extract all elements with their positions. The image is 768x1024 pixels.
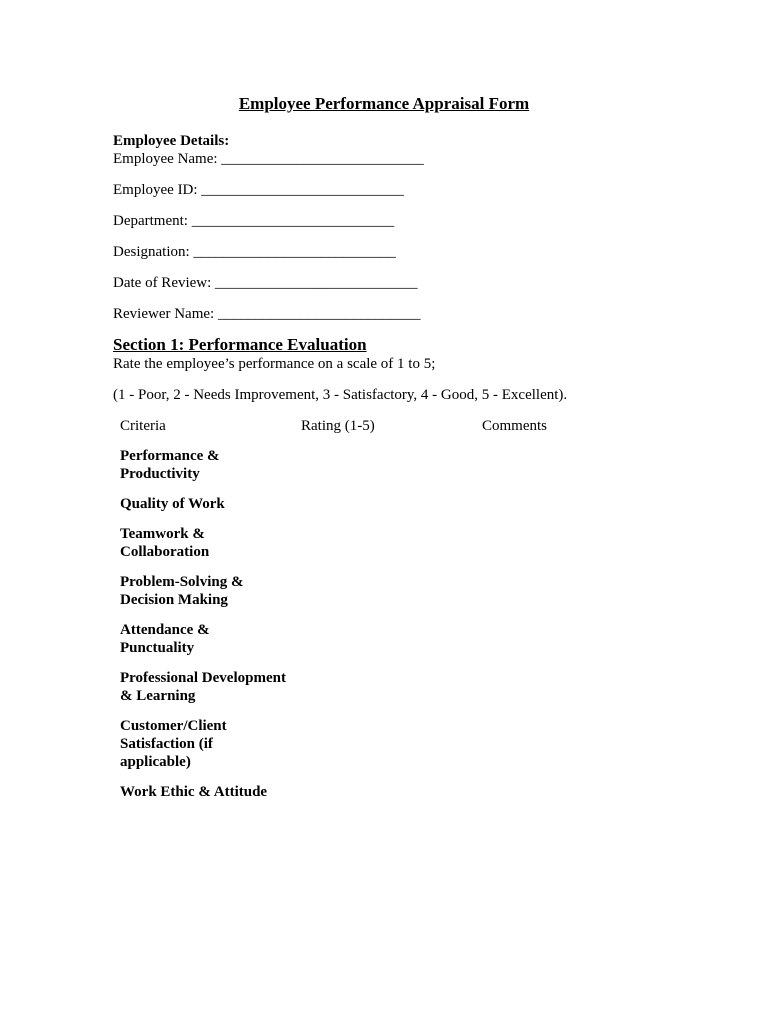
table-row bbox=[113, 567, 656, 615]
rating-scale: (1 - Poor, 2 - Needs Improvement, 3 - Satisfactory, 4 - Good, 5 - Excellent). bbox=[113, 387, 568, 403]
comments-cell[interactable] bbox=[475, 519, 656, 567]
rating-cell[interactable] bbox=[294, 777, 475, 807]
criterion-cell: Problem-Solving & Decision Making bbox=[120, 574, 244, 608]
comments-cell[interactable] bbox=[475, 615, 656, 663]
rating-cell[interactable] bbox=[294, 711, 475, 777]
column-header-rating: Rating (1-5) bbox=[301, 418, 375, 434]
column-header-criteria: Criteria bbox=[120, 418, 166, 434]
criterion-cell: Customer/Client Satisfaction (if applicable) bbox=[120, 718, 227, 770]
table-header-row bbox=[113, 411, 656, 441]
table-row bbox=[113, 711, 656, 777]
rating-cell[interactable] bbox=[294, 489, 475, 519]
designation-field: Designation: ___________________________ bbox=[113, 244, 396, 260]
comments-cell[interactable] bbox=[475, 663, 656, 711]
table-row bbox=[113, 441, 656, 489]
comments-cell[interactable] bbox=[475, 489, 656, 519]
criterion-cell: Performance & Productivity bbox=[120, 448, 220, 482]
date-of-review-field: Date of Review: ___________________________ bbox=[113, 275, 418, 291]
department-field: Department: ___________________________ bbox=[113, 213, 395, 229]
table-row bbox=[113, 519, 656, 567]
column-header-comments: Comments bbox=[482, 418, 548, 434]
table-row bbox=[113, 489, 656, 519]
rating-cell[interactable] bbox=[294, 663, 475, 711]
employee-details-heading: Employee Details: bbox=[113, 133, 230, 149]
rating-cell[interactable] bbox=[294, 519, 475, 567]
employee-name-field: Employee Name: ___________________________ bbox=[113, 151, 424, 167]
criterion-cell: Attendance & Punctuality bbox=[120, 622, 210, 656]
criterion-cell: Professional Development & Learning bbox=[120, 670, 286, 704]
comments-cell[interactable] bbox=[475, 777, 656, 807]
rating-cell[interactable] bbox=[294, 567, 475, 615]
form-content bbox=[113, 132, 673, 807]
rating-cell[interactable] bbox=[294, 615, 475, 663]
comments-cell[interactable] bbox=[475, 441, 656, 489]
rating-cell[interactable] bbox=[294, 441, 475, 489]
rating-instruction: Rate the employee’s performance on a scale of 1 to 5; bbox=[113, 356, 436, 372]
table-row bbox=[113, 615, 656, 663]
evaluation-table bbox=[113, 411, 656, 807]
table-row bbox=[113, 777, 656, 807]
comments-cell[interactable] bbox=[475, 711, 656, 777]
table-row bbox=[113, 663, 656, 711]
employee-id-field: Employee ID: ___________________________ bbox=[113, 182, 404, 198]
comments-cell[interactable] bbox=[475, 567, 656, 615]
form-title: Employee Performance Appraisal Form bbox=[238, 94, 530, 113]
criterion-cell: Teamwork & Collaboration bbox=[120, 526, 210, 560]
section1-heading: Section 1: Performance Evaluation bbox=[113, 335, 367, 354]
reviewer-name-field: Reviewer Name: ___________________________ bbox=[113, 306, 421, 322]
criterion-cell: Quality of Work bbox=[120, 496, 225, 512]
criterion-cell: Work Ethic & Attitude bbox=[120, 784, 268, 800]
